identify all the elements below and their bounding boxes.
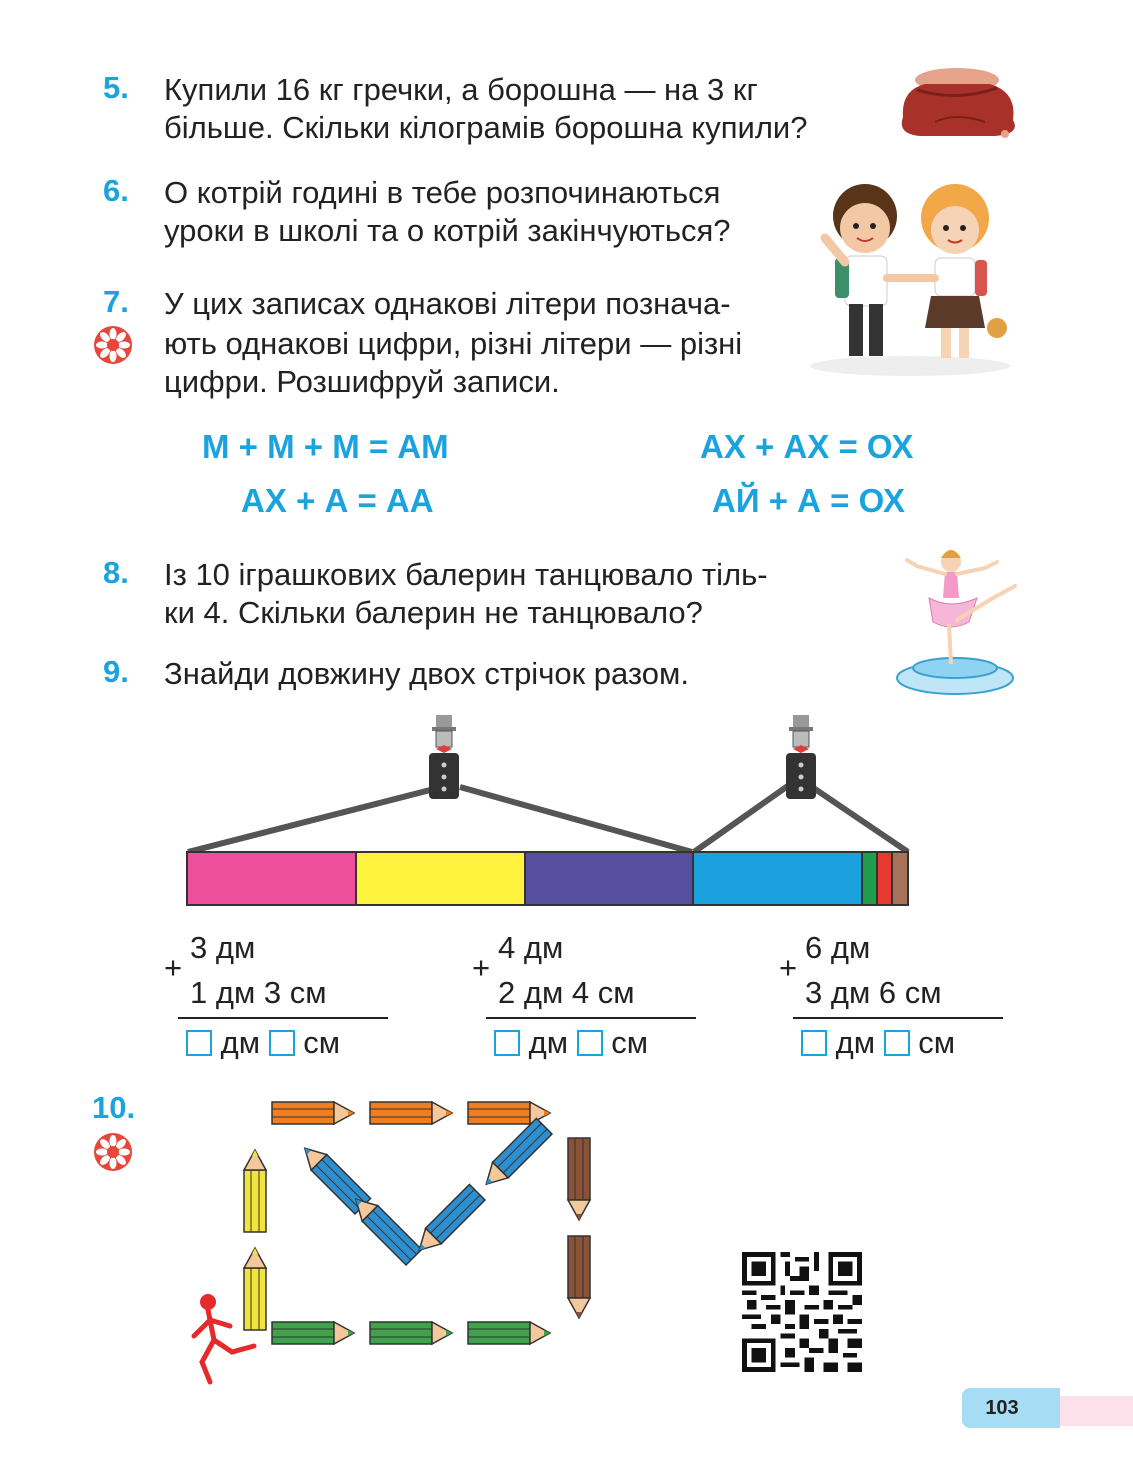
sum-1-answer [186, 1020, 340, 1066]
page-number: 103 [985, 1397, 1019, 1419]
ribbon-segment-yellow [356, 852, 525, 905]
task-6-number: 6. [103, 173, 129, 208]
page-tab-accent [1055, 1396, 1133, 1426]
task-8-line-1: Із 10 іграшкових балерин танцювало тіль- [164, 557, 768, 592]
task-7-line-2: ють однакові цифри, різні літери — різні [164, 326, 743, 361]
answer-box[interactable] [186, 1030, 212, 1056]
task-7-line-3: цифри. Розшифруй записи. [164, 364, 560, 399]
task-5-line-1: Купили 16 кг гречки, а борошна — на 3 кг [164, 72, 758, 107]
unit-label: см [303, 1025, 341, 1060]
plus-sign: + [779, 950, 798, 985]
plus-sign: + [472, 950, 491, 985]
sum-1-addend-b: 1 дм 3 см [190, 975, 327, 1010]
task-6-line-1: О котрій годині в тебе розпочинаються [164, 175, 721, 210]
task-9-line-1: Знайди довжину двох стрічок разом. [164, 656, 689, 691]
sack-icon [895, 62, 1025, 142]
pencil-icon[interactable] [568, 1138, 590, 1220]
task-10-number: 10. [92, 1090, 136, 1125]
sum-3-addend-b: 3 дм 6 см [805, 975, 942, 1010]
answer-box[interactable] [494, 1030, 520, 1056]
sum-3 [779, 925, 1005, 1065]
plus-sign: + [164, 950, 183, 985]
task-8-number: 8. [103, 555, 129, 590]
ribbon-segment-red [877, 852, 892, 905]
answer-box[interactable] [884, 1030, 910, 1056]
clip-icon [429, 715, 459, 799]
sum-1 [164, 925, 390, 1065]
ribbon-segment-blue [693, 852, 862, 905]
flower-badge-icon [93, 325, 133, 365]
pencil-icon[interactable] [478, 1118, 552, 1192]
pencil-icon[interactable] [370, 1322, 452, 1344]
task-5-line-2: більше. Скільки кілограмів борошна купили? [164, 110, 808, 145]
sum-2-addend-b: 2 дм 4 см [498, 975, 635, 1010]
unit-label: см [611, 1025, 649, 1060]
equation-1: М + М + М = АМ [202, 428, 449, 465]
sum-3-addend-a: 6 дм [805, 930, 871, 965]
ribbon-segment-green [862, 852, 877, 905]
sum-2-answer [494, 1020, 648, 1066]
ribbon-segment-pink [187, 852, 356, 905]
pencil-icon[interactable] [411, 1184, 485, 1258]
sum-2-addend-a: 4 дм [498, 930, 564, 965]
pencil-icon[interactable] [272, 1102, 354, 1124]
pencil-puzzle[interactable] [180, 1090, 620, 1390]
task-5-number: 5. [103, 70, 129, 105]
answer-box[interactable] [577, 1030, 603, 1056]
ribbon-segment-brown [892, 852, 908, 905]
sum-1-addend-a: 3 дм [190, 930, 256, 965]
pencil-icon[interactable] [468, 1322, 550, 1344]
equation-4: АЙ + А = ОХ [712, 482, 906, 519]
unit-label: см [918, 1025, 956, 1060]
children-icon [805, 178, 1015, 378]
task-7-line-1: У цих записах однакові літери познача- [164, 286, 731, 321]
ribbon-diagram [180, 705, 920, 915]
answer-box[interactable] [801, 1030, 827, 1056]
task-8-line-2: ки 4. Скільки балерин не танцювало? [164, 595, 703, 630]
flower-badge-icon [93, 1132, 133, 1172]
unit-label: дм [835, 1025, 876, 1060]
pencil-icon[interactable] [370, 1102, 452, 1124]
task-9-number: 9. [103, 654, 129, 689]
task-7-number: 7. [103, 284, 129, 319]
clip-icon [786, 715, 816, 799]
ribbon-segment-purple [525, 852, 693, 905]
pencil-icon[interactable] [348, 1191, 422, 1265]
equation-2: АХ + А = АА [241, 482, 434, 519]
pencil-icon[interactable] [568, 1236, 590, 1318]
pencil-icon[interactable] [244, 1248, 266, 1330]
unit-label: дм [220, 1025, 261, 1060]
sum-3-answer [801, 1020, 955, 1066]
qr-code-icon[interactable] [742, 1252, 862, 1372]
sum-2 [472, 925, 698, 1065]
pencil-icon[interactable] [272, 1322, 354, 1344]
unit-label: дм [528, 1025, 569, 1060]
equation-3: АХ + АХ = ОХ [700, 428, 914, 465]
answer-box[interactable] [269, 1030, 295, 1056]
ballerina-icon [893, 540, 1023, 700]
pencil-icon[interactable] [244, 1150, 266, 1232]
task-6-line-2: уроки в школі та о котрій закінчуються? [164, 213, 731, 248]
